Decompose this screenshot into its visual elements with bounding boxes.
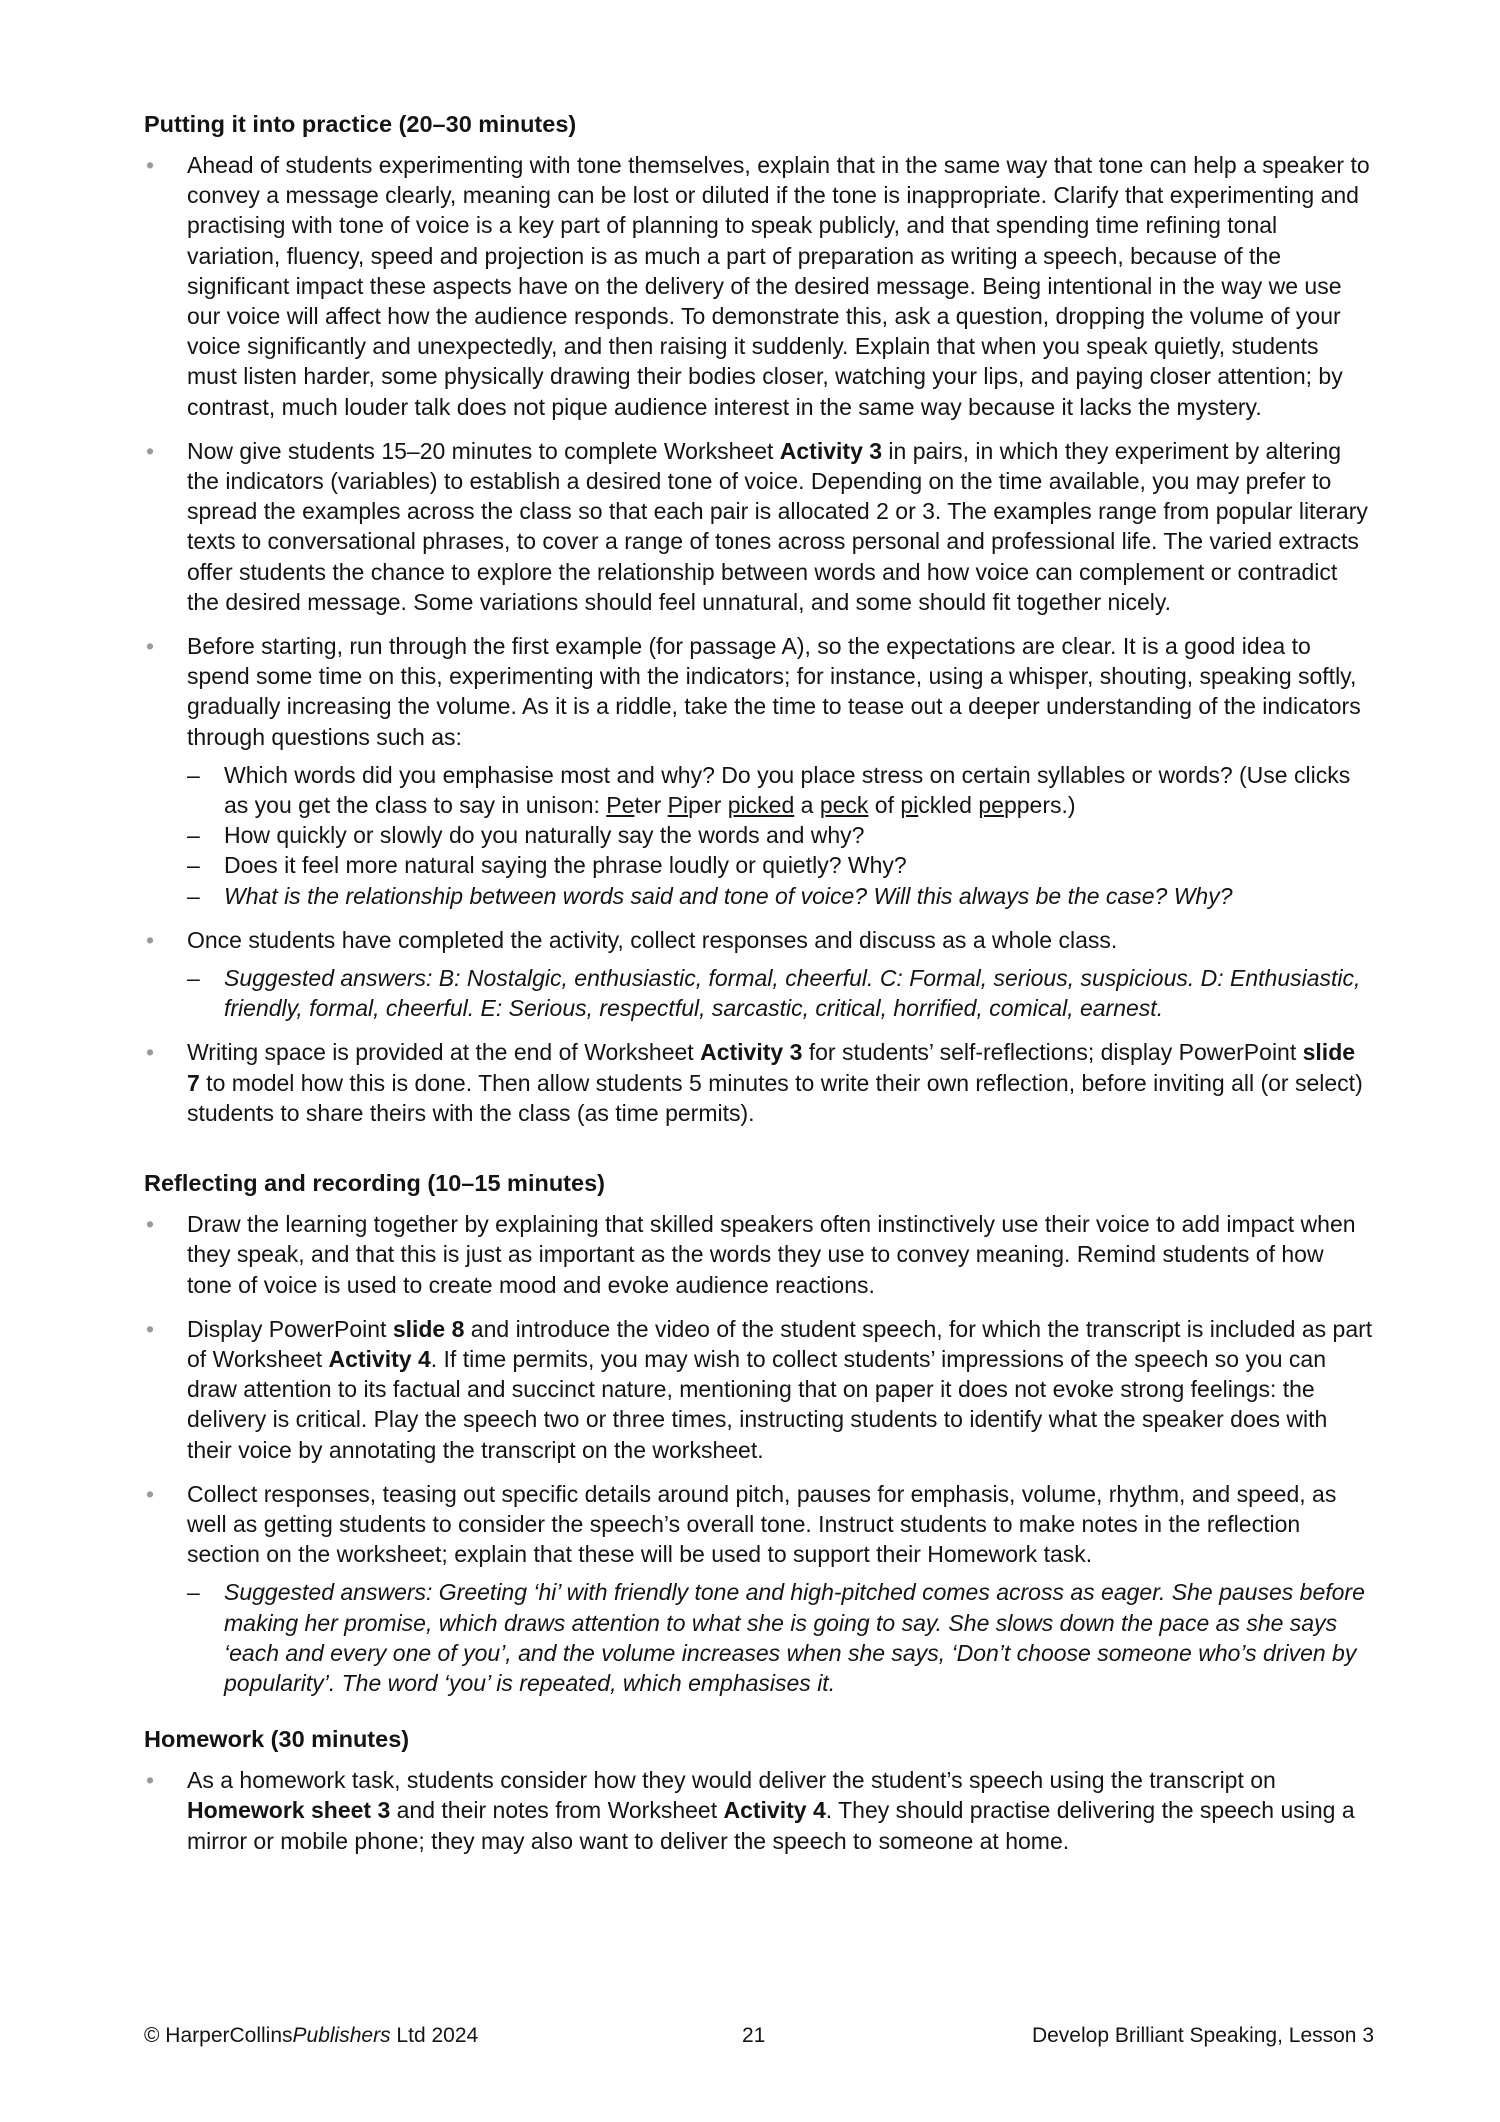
document-body bbox=[144, 109, 1374, 1870]
bullet-list bbox=[144, 150, 1374, 752]
section-heading-putting-into-practice: Putting it into practice (20–30 minutes) bbox=[144, 111, 577, 137]
bullet-list bbox=[144, 925, 1374, 955]
question-list bbox=[187, 760, 1374, 911]
bullet-list bbox=[144, 1209, 1374, 1569]
page-footer bbox=[144, 2022, 1374, 2050]
dash-item: – Does it feel more natural saying the phrase loudly or quietly? Why? bbox=[187, 850, 1374, 880]
dash-item: – Suggested answers: Greeting ‘hi’ with friendly tone and high-pitched comes across as eager. She pauses before making her promise, which draws attention to what she is going to say. She slows down the pace as she says ‘each and every one of you’, and the volume increases when she says, ‘Don’t choose someone who’s driven by popularity’. The word ‘you’ is repeated, which emphasises it. bbox=[187, 1577, 1374, 1698]
bullet-item: • Display PowerPoint slide 8 and introduce the video of the student speech, for which the transcript is included as part of Worksheet Activity 4. If time permits, you may wish to collect students’ impressions of the speech so you can draw attention to its factual and succinct nature, mentioning that on paper it does not evoke strong feelings: the delivery is critical. Play the speech two or three times, instructing students to identify what the speaker does with their voice by annotating the transcript on the worksheet. bbox=[144, 1314, 1374, 1465]
bullet-item: • Now give students 15–20 minutes to complete Worksheet Activity 3 in pairs, in which they experiment by altering the indicators (variables) to establish a desired tone of voice. Depending on the time available, you may prefer to spread the examples across the class so that each pair is allocated 2 or 3. The examples range from popular literary texts to conversational phrases, to cover a range of tones across personal and professional life. The varied extracts offer students the chance to explore the relationship between words and how voice can complement or contradict the desired message. Some variations should feel unnatural, and some should fit together nicely. bbox=[144, 436, 1374, 617]
bullet-list bbox=[144, 1037, 1374, 1128]
bullet-item: • As a homework task, students consider how they would deliver the student’s speech using the transcript on Homework sheet 3 and their notes from Worksheet Activity 4. They should practise delivering the speech using a mirror or mobile phone; they may also want to deliver the speech to someone at home. bbox=[144, 1765, 1374, 1856]
bullet-item: • Draw the learning together by explaining that skilled speakers often instinctively use their voice to add impact when they speak, and that this is just as important as the words they use to convey meaning. Remind students of how tone of voice is used to create mood and evoke audience reactions. bbox=[144, 1209, 1374, 1300]
bullet-item: • Once students have completed the activity, collect responses and discuss as a whole class. bbox=[144, 925, 1374, 955]
page-number: 21 bbox=[742, 2024, 766, 2047]
bullet-item: • Writing space is provided at the end of Worksheet Activity 3 for students’ self-reflections; display PowerPoint slide 7 to model how this is done. Then allow students 5 minutes to write their own reflection, before inviting all (or select) students to share theirs with the class (as time permits). bbox=[144, 1037, 1374, 1128]
dash-item: – How quickly or slowly do you naturally say the words and why? bbox=[187, 820, 1374, 850]
copyright: © HarperCollinsPublishers Ltd 2024 bbox=[144, 2024, 479, 2047]
dash-item: – Suggested answers: B: Nostalgic, enthusiastic, formal, cheerful. C: Formal, serious, suspicious. D: Enthusiastic, friendly, formal, cheerful. E: Serious, respectful, sarcastic, critical, horrified, comical, earnest. bbox=[187, 963, 1374, 1023]
bullet-item: • Before starting, run through the first example (for passage A), so the expectations are clear. It is a good idea to spend some time on this, experimenting with the indicators; for instance, using a whisper, shouting, speaking softly, gradually increasing the volume. As it is a riddle, take the time to tease out a deeper understanding of the indicators through questions such as: bbox=[144, 631, 1374, 752]
footer-title: Develop Brilliant Speaking, Lesson 3 bbox=[1031, 2024, 1374, 2047]
section-heading-homework: Homework (30 minutes) bbox=[144, 1726, 410, 1753]
section-heading-reflecting: Reflecting and recording (10–15 minutes) bbox=[144, 1170, 605, 1197]
dash-item: – What is the relationship between words said and tone of voice? Will this always be the case? Why? bbox=[187, 881, 1374, 911]
bold-ref: Activity 3 bbox=[779, 437, 883, 464]
bullet-item: • Ahead of students experimenting with tone themselves, explain that in the same way that tone can help a speaker to convey a message clearly, meaning can be lost or diluted if the tone is inappropriate. Clarify that experimenting and practising with tone of voice is a key part of planning to speak publicly, and that spending time refining tonal variation, fluency, speed and projection is as much a part of preparation as writing a speech, because of the significant impact these aspects have on the delivery of the desired message. Being intentional in the way we use our voice will affect how the audience responds. To demonstrate this, ask a question, dropping the volume of your voice significantly and unexpectedly, and then raising it suddenly. Explain that when you speak quietly, students must listen harder, some physically drawing their bodies closer, watching your lips, and paying closer attention; by contrast, much louder talk does not pique audience interest in the same way because it lacks the mystery. bbox=[144, 150, 1374, 422]
suggested-answers bbox=[187, 1577, 1374, 1698]
bullet-list bbox=[144, 1765, 1374, 1856]
suggested-answers bbox=[187, 963, 1374, 1023]
bullet-item: • Collect responses, teasing out specific details around pitch, pauses for emphasis, volume, rhythm, and speed, as well as getting students to consider the speech’s overall tone. Instruct students to make notes in the reflection section on the worksheet; explain that these will be used to support their Homework task. bbox=[144, 1479, 1374, 1570]
dash-item: – Which words did you emphasise most and why? Do you place stress on certain syllables or words? (Use clicks as you get the class to say in unison: Peter Piper picked a peck of pickled peppers.) bbox=[187, 760, 1374, 820]
